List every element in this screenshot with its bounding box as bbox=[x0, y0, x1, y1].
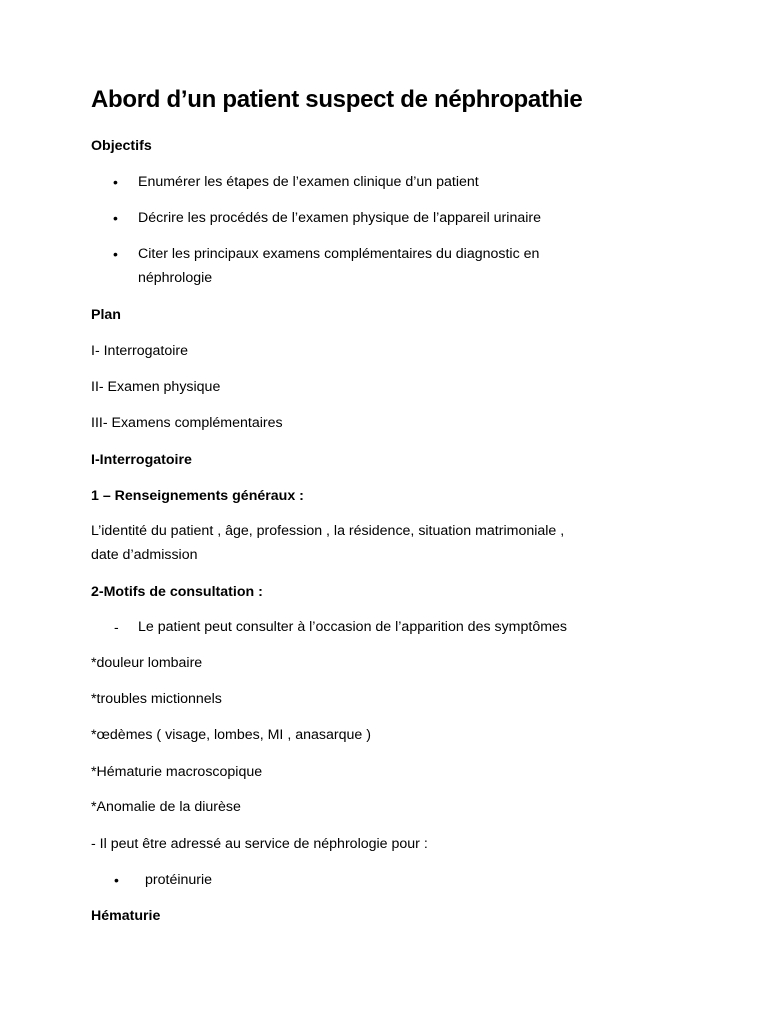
plan-item: II- Examen physique bbox=[91, 379, 221, 395]
symptom-item: *œdèmes ( visage, lombes, MI , anasarque ) bbox=[91, 727, 371, 743]
referral-text: - Il peut être adressé au service de néphrologie pour : bbox=[91, 836, 428, 852]
bullet-icon: • bbox=[113, 210, 118, 226]
document-title: Abord d’un patient suspect de néphropathie bbox=[91, 86, 583, 113]
dash-list-item: Le patient peut consulter à l’occasion de l’apparition des symptômes bbox=[138, 619, 568, 635]
dash-icon: - bbox=[114, 619, 119, 635]
objectif-item: Décrire les procédés de l’examen physique de l’appareil urinaire bbox=[138, 210, 541, 226]
bullet-icon: • bbox=[114, 872, 119, 888]
document-page bbox=[91, 0, 691, 1024]
symptom-item: *troubles mictionnels bbox=[91, 691, 222, 707]
symptom-item: *douleur lombaire bbox=[91, 655, 203, 671]
bullet-icon: • bbox=[113, 174, 118, 190]
last-heading: Hématurie bbox=[91, 908, 161, 924]
objectif-item: Citer les principaux examens complémentaires du diagnostic en bbox=[138, 246, 540, 262]
objectifs-heading: Objectifs bbox=[91, 138, 152, 154]
subsection-heading: 1 – Renseignements généraux : bbox=[91, 488, 304, 504]
symptom-item: *Hématurie macroscopique bbox=[91, 764, 263, 780]
section-heading: I-Interrogatoire bbox=[91, 452, 192, 468]
objectif-item: Enumérer les étapes de l’examen clinique d’un patient bbox=[138, 174, 479, 190]
paragraph-line: L’identité du patient , âge, profession , la résidence, situation matrimoniale , bbox=[91, 523, 565, 539]
plan-heading: Plan bbox=[91, 307, 121, 323]
subsection-heading: 2-Motifs de consultation : bbox=[91, 584, 263, 600]
plan-item: I- Interrogatoire bbox=[91, 343, 188, 359]
objectif-item-continuation: néphrologie bbox=[138, 270, 213, 286]
referral-item: protéinurie bbox=[145, 872, 213, 888]
symptom-item: *Anomalie de la diurèse bbox=[91, 799, 241, 815]
paragraph-line: date d’admission bbox=[91, 547, 198, 563]
plan-item: III- Examens complémentaires bbox=[91, 415, 283, 431]
bullet-icon: • bbox=[113, 246, 118, 262]
